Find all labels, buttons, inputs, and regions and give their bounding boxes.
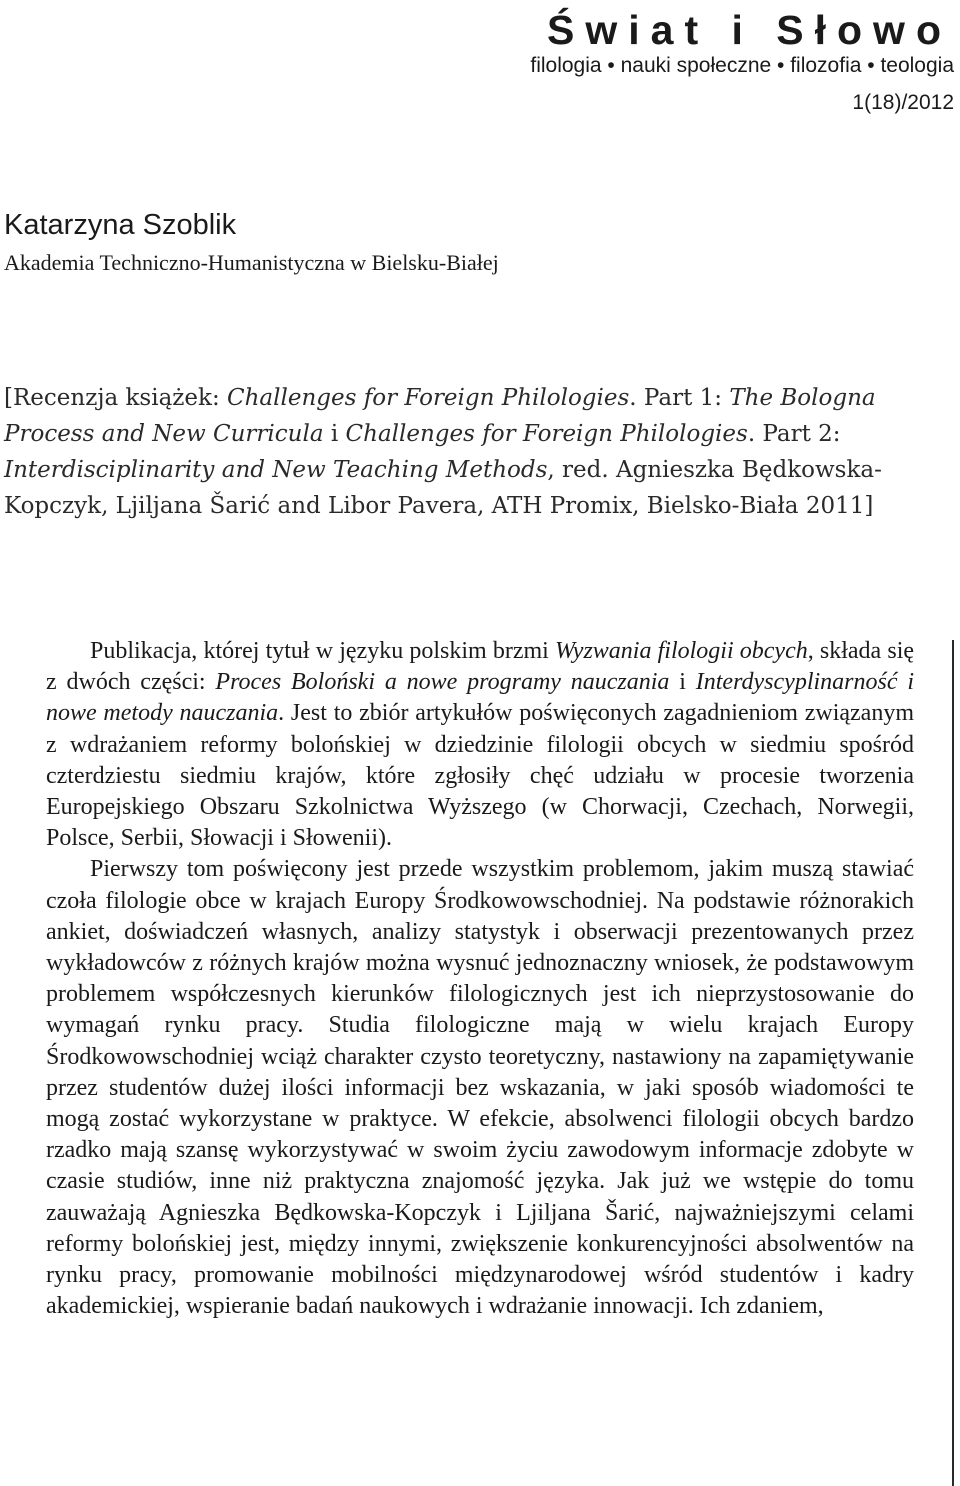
review-suffix: , red. Agnieszka Będkowska-Kopczyk, Ljiljana Šarić and Libor Pavera, ATH Promix, Bielsko-Biała 2011]: [4, 457, 882, 519]
paragraph-1-text-a: Publikacja, której tytuł w języku polskim brzmi: [90, 638, 555, 664]
journal-subtitle: filologia • nauki społeczne • filozofia • teologia: [530, 54, 954, 77]
paragraph-1-part-1-title: Proces Boloński a nowe programy nauczania: [215, 669, 670, 696]
book-subtitle-2: Interdisciplinarity and New Teaching Methods: [4, 457, 548, 483]
journal-title: Świat i Słowo: [547, 7, 952, 53]
book-subtitle-1: The Bologna Process and New Curricula: [4, 385, 876, 447]
paragraph-1: [46, 636, 914, 854]
review-prefix: [Recenzja książek:: [4, 385, 228, 411]
issue-number: 1(18)/2012: [852, 91, 954, 114]
margin-rule: [952, 640, 954, 1486]
paragraph-2: Pierwszy tom poświęcony jest przede wszystkim problemom, jakim muszą stawiać czoła filologie obce w krajach Europy Środkowowschodniej. Na podstawie różnorakich ankiet, doświadczeń własnych, analizy statystyk i obserwacji prezentowanych przez wykładowców z różnych krajów można wysnuć jednoznaczny wniosek, że podstawowym problemem współczesnych kierunków filologicznych jest ich nieprzystosowanie do wymagań rynku pracy. Studia filologiczne mają w wielu krajach Europy Środkowowschodniej wciąż charakter czysto teoretyczny, nastawiony na zapamiętywanie przez studentów dużej ilości informacji bez wskazania, w jaki sposób wiadomości te mogą zostać wykorzystane w praktyce. W efekcie, absolwenci filologii obcych bardzo rzadko mają szansę wykorzystywać w swoim życiu zawodowym informacje zdobyte w czasie studiów, inne niż praktyczna znajomość języka. Jak już we wstępie do tomu zauważają Agnieszka Będkowska-Kopczyk i Ljiljana Šarić, najważniejszymi celami reformy bolońskiej jest, między innymi, zwiększenie konkurencyjności absolwentów na rynku pracy, promowanie mobilności międzynarodowej wśród studentów i kadry akademickiej, wspieranie badań naukowych i wdrażanie innowacji. Ich zdaniem,: [46, 856, 914, 1320]
paragraph-1-text-c: i: [669, 669, 696, 696]
review-part-2: . Part 2:: [747, 421, 841, 447]
book-title-2: Challenges for Foreign Philologies: [345, 421, 748, 447]
paragraph-1-title-polish: Wyzwania filologii obcych: [555, 638, 808, 664]
book-title-1: Challenges for Foreign Philologies: [227, 385, 630, 411]
review-part-1: . Part 1:: [629, 385, 730, 411]
author-name: Katarzyna Szoblik: [4, 209, 237, 241]
paragraph-1-text-b: , składa się z dwóch części:: [46, 638, 915, 696]
review-conjunction: i: [323, 421, 346, 447]
review-reference: [4, 380, 954, 524]
paragraph-1-part-2-title: Interdyscyplinarność i nowe metody nauczania: [46, 669, 914, 727]
author-affiliation: Akademia Techniczno-Humanistyczna w Bielsku-Białej: [4, 250, 499, 275]
paragraph-1-text-d: . Jest to zbiór artykułów poświęconych zagadnieniom związanym z wdrażaniem reformy bolońskiej w dziedzinie filologii obcych w siedmiu spośród czterdziestu siedmiu krajów, które zgłosiły chęć udziału w procesie tworzenia Europejskiego Obszaru Szkolnictwa Wyższego (w Chorwacji, Czechach, Norwegii, Polsce, Serbii, Słowacji i Słowenii).: [46, 700, 914, 852]
article-body: [46, 636, 914, 1322]
